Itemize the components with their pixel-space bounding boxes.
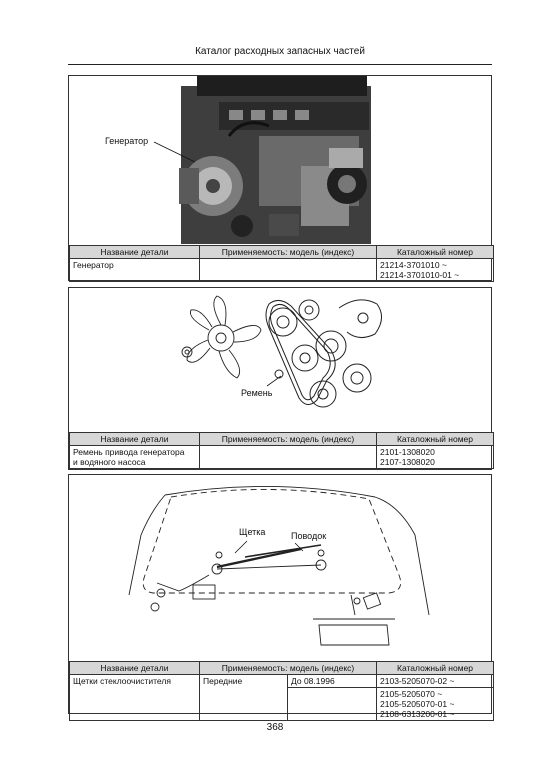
lever-label: Поводок	[291, 531, 327, 541]
catalog-number: 2108-6313200-01 ~	[380, 709, 455, 719]
catalog-number: 2107-1308020	[380, 457, 435, 467]
figure-belt	[69, 288, 491, 431]
part-name	[70, 446, 200, 469]
parts-table-1	[69, 245, 494, 282]
catalog-numbers	[377, 688, 494, 721]
header-rule	[68, 64, 492, 65]
parts-table-3	[69, 661, 494, 721]
column-header-catalog: Каталожный номер	[377, 246, 494, 259]
catalog-number: 2105-5205070 ~	[380, 689, 443, 699]
catalog-number: 21214-3701010-01 ~	[380, 270, 460, 280]
period-cell-empty	[288, 688, 377, 721]
engine-photo	[69, 76, 491, 244]
column-header-name: Название детали	[70, 662, 200, 675]
column-header-name: Название детали	[70, 246, 200, 259]
parts-table-2	[69, 432, 494, 469]
panel-wiper	[68, 474, 492, 719]
column-header-name: Название детали	[70, 433, 200, 446]
catalog-numbers	[377, 675, 494, 688]
part-name-line: и водяного насоса	[73, 457, 146, 467]
applicability-cell	[200, 446, 377, 469]
catalog-number: 2101-1308020	[380, 447, 435, 457]
catalog-numbers	[377, 259, 494, 282]
part-name: Генератор	[70, 259, 200, 282]
table-row	[70, 675, 494, 688]
catalog-number: 2103-5205070-02 ~	[380, 676, 455, 686]
column-header-applicability: Применяемость: модель (индекс)	[200, 433, 377, 446]
belt-drawing	[69, 288, 491, 431]
generator-label: Генератор	[105, 136, 149, 146]
part-name-line: Ремень привода генератора	[73, 447, 185, 457]
catalog-numbers	[377, 446, 494, 469]
figure-wiper	[69, 475, 491, 661]
brush-label: Щетка	[239, 527, 266, 537]
belt-label: Ремень	[241, 388, 273, 398]
page-header: Каталог расходных запасных частей	[195, 46, 365, 57]
column-header-applicability: Применяемость: модель (индекс)	[200, 246, 377, 259]
column-header-catalog: Каталожный номер	[377, 662, 494, 675]
column-header-catalog: Каталожный номер	[377, 433, 494, 446]
wiper-drawing	[69, 475, 491, 661]
panel-belt	[68, 287, 492, 470]
page-number: 368	[266, 722, 284, 733]
part-name: Щетки стеклоочистителя	[70, 675, 200, 721]
table-row	[70, 446, 494, 469]
column-header-applicability: Применяемость: модель (индекс)	[200, 662, 377, 675]
period-cell: До 08.1996	[288, 675, 377, 688]
applicability-cell	[200, 259, 377, 282]
figure-engine	[69, 76, 491, 244]
panel-generator	[68, 75, 492, 281]
table-row	[70, 259, 494, 282]
position-cell: Передние	[200, 675, 288, 721]
catalog-number: 21214-3701010 ~	[380, 260, 447, 270]
catalog-number: 2105-5205070-01 ~	[380, 699, 455, 709]
